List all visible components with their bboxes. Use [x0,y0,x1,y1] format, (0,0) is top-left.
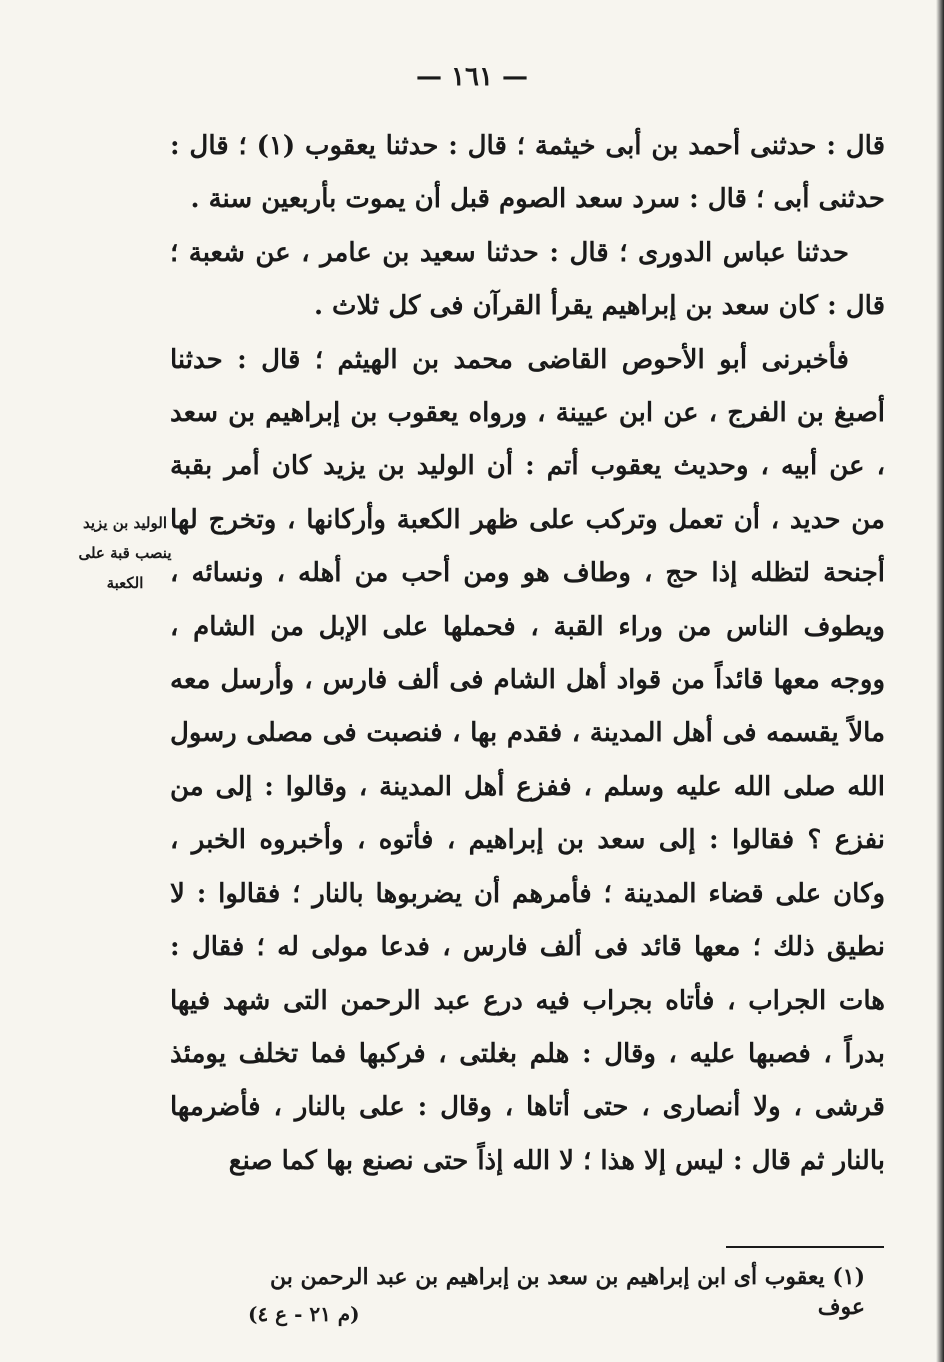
paragraph-1: قال : حدثنى أحمد بن أبى خيثمة ؛ قال : حدثنا يعقوب (١) ؛ قال : حدثنى أبى ؛ قال : سرد سعد الصوم قبل أن يموت بأربعين سنة . [170,131,885,215]
printer-signature: (م ٢١ - ع ٤) [248,1302,360,1326]
main-text [170,120,885,1188]
margin-note: الوليد بن يزيد ينصب قبة على الكعبة [78,514,172,592]
paragraph-2: حدثنا عباس الدورى ؛ قال : حدثنا سعيد بن عامر ، عن شعبة ؛ قال : كان سعد بن إبراهيم يقرأ القرآن فى كل ثلاث . [170,237,885,322]
footnote: (١) يعقوب أى ابن إبراهيم بن سعد بن إبراهيم بن عبد الرحمن بن عوف [270,1264,865,1320]
page-number: — ١٦١ — [415,62,529,92]
paragraph-3: فأخبرنى أبو الأحوص القاضى محمد بن الهيثم ؛ قال : حدثنا أصبغ بن الفرج ، عن ابن عيينة ، ورواه يعقوب بن إبراهيم بن سعد ، عن أبيه ، وحديث يعقوب أتم : أن الوليد بن يزيد كان أمر بقبة من حديد ، أن تعمل وتركب على ظهر الكعبة وأركانها ، وتخرج لها أجنحة لتظله إذا حج ، وطاف هو ومن أحب من أهله ، ونسائه ، ويطوف الناس من وراء القبة ، فحملها على الإبل من الشام ، ووجه معها قائداً من قواد أهل الشام فى ألف فارس ، وأرسل معه مالاً يقسمه فى أهل المدينة ، فقدم بها ، فنصبت فى مصلى رسول الله صلى الله عليه وسلم ، ففزع أهل المدينة ، وقالوا : إلى من نفزع ؟ فقالوا : إلى سعد بن إبراهيم ، فأتوه ، وأخبروه الخبر ، وكان على قضاء المدينة ؛ فأمرهم أن يضربوها بالنار ؛ فقالوا : لا نطيق ذلك ؛ معها قائد فى ألف فارس ، فدعا مولى له ؛ فقال : هات الجراب ، فأتاه بجراب فيه درع عبد الرحمن التى شهد فيها بدراً ، فصبها عليه ، وقال : هلم بغلتى ، فركبها فما تخلف يومئذ قرشى ، ولا أنصارى ، حتى أتاها ، وقال : على بالنار ، فأضرمها بالنار ثم قال : ليس إلا هذا ؛ لا الله إذاً حتى نصنع بها كما صنع [170,344,885,1176]
page-edge-shadow [936,0,944,1362]
footnote-rule [726,1246,884,1248]
